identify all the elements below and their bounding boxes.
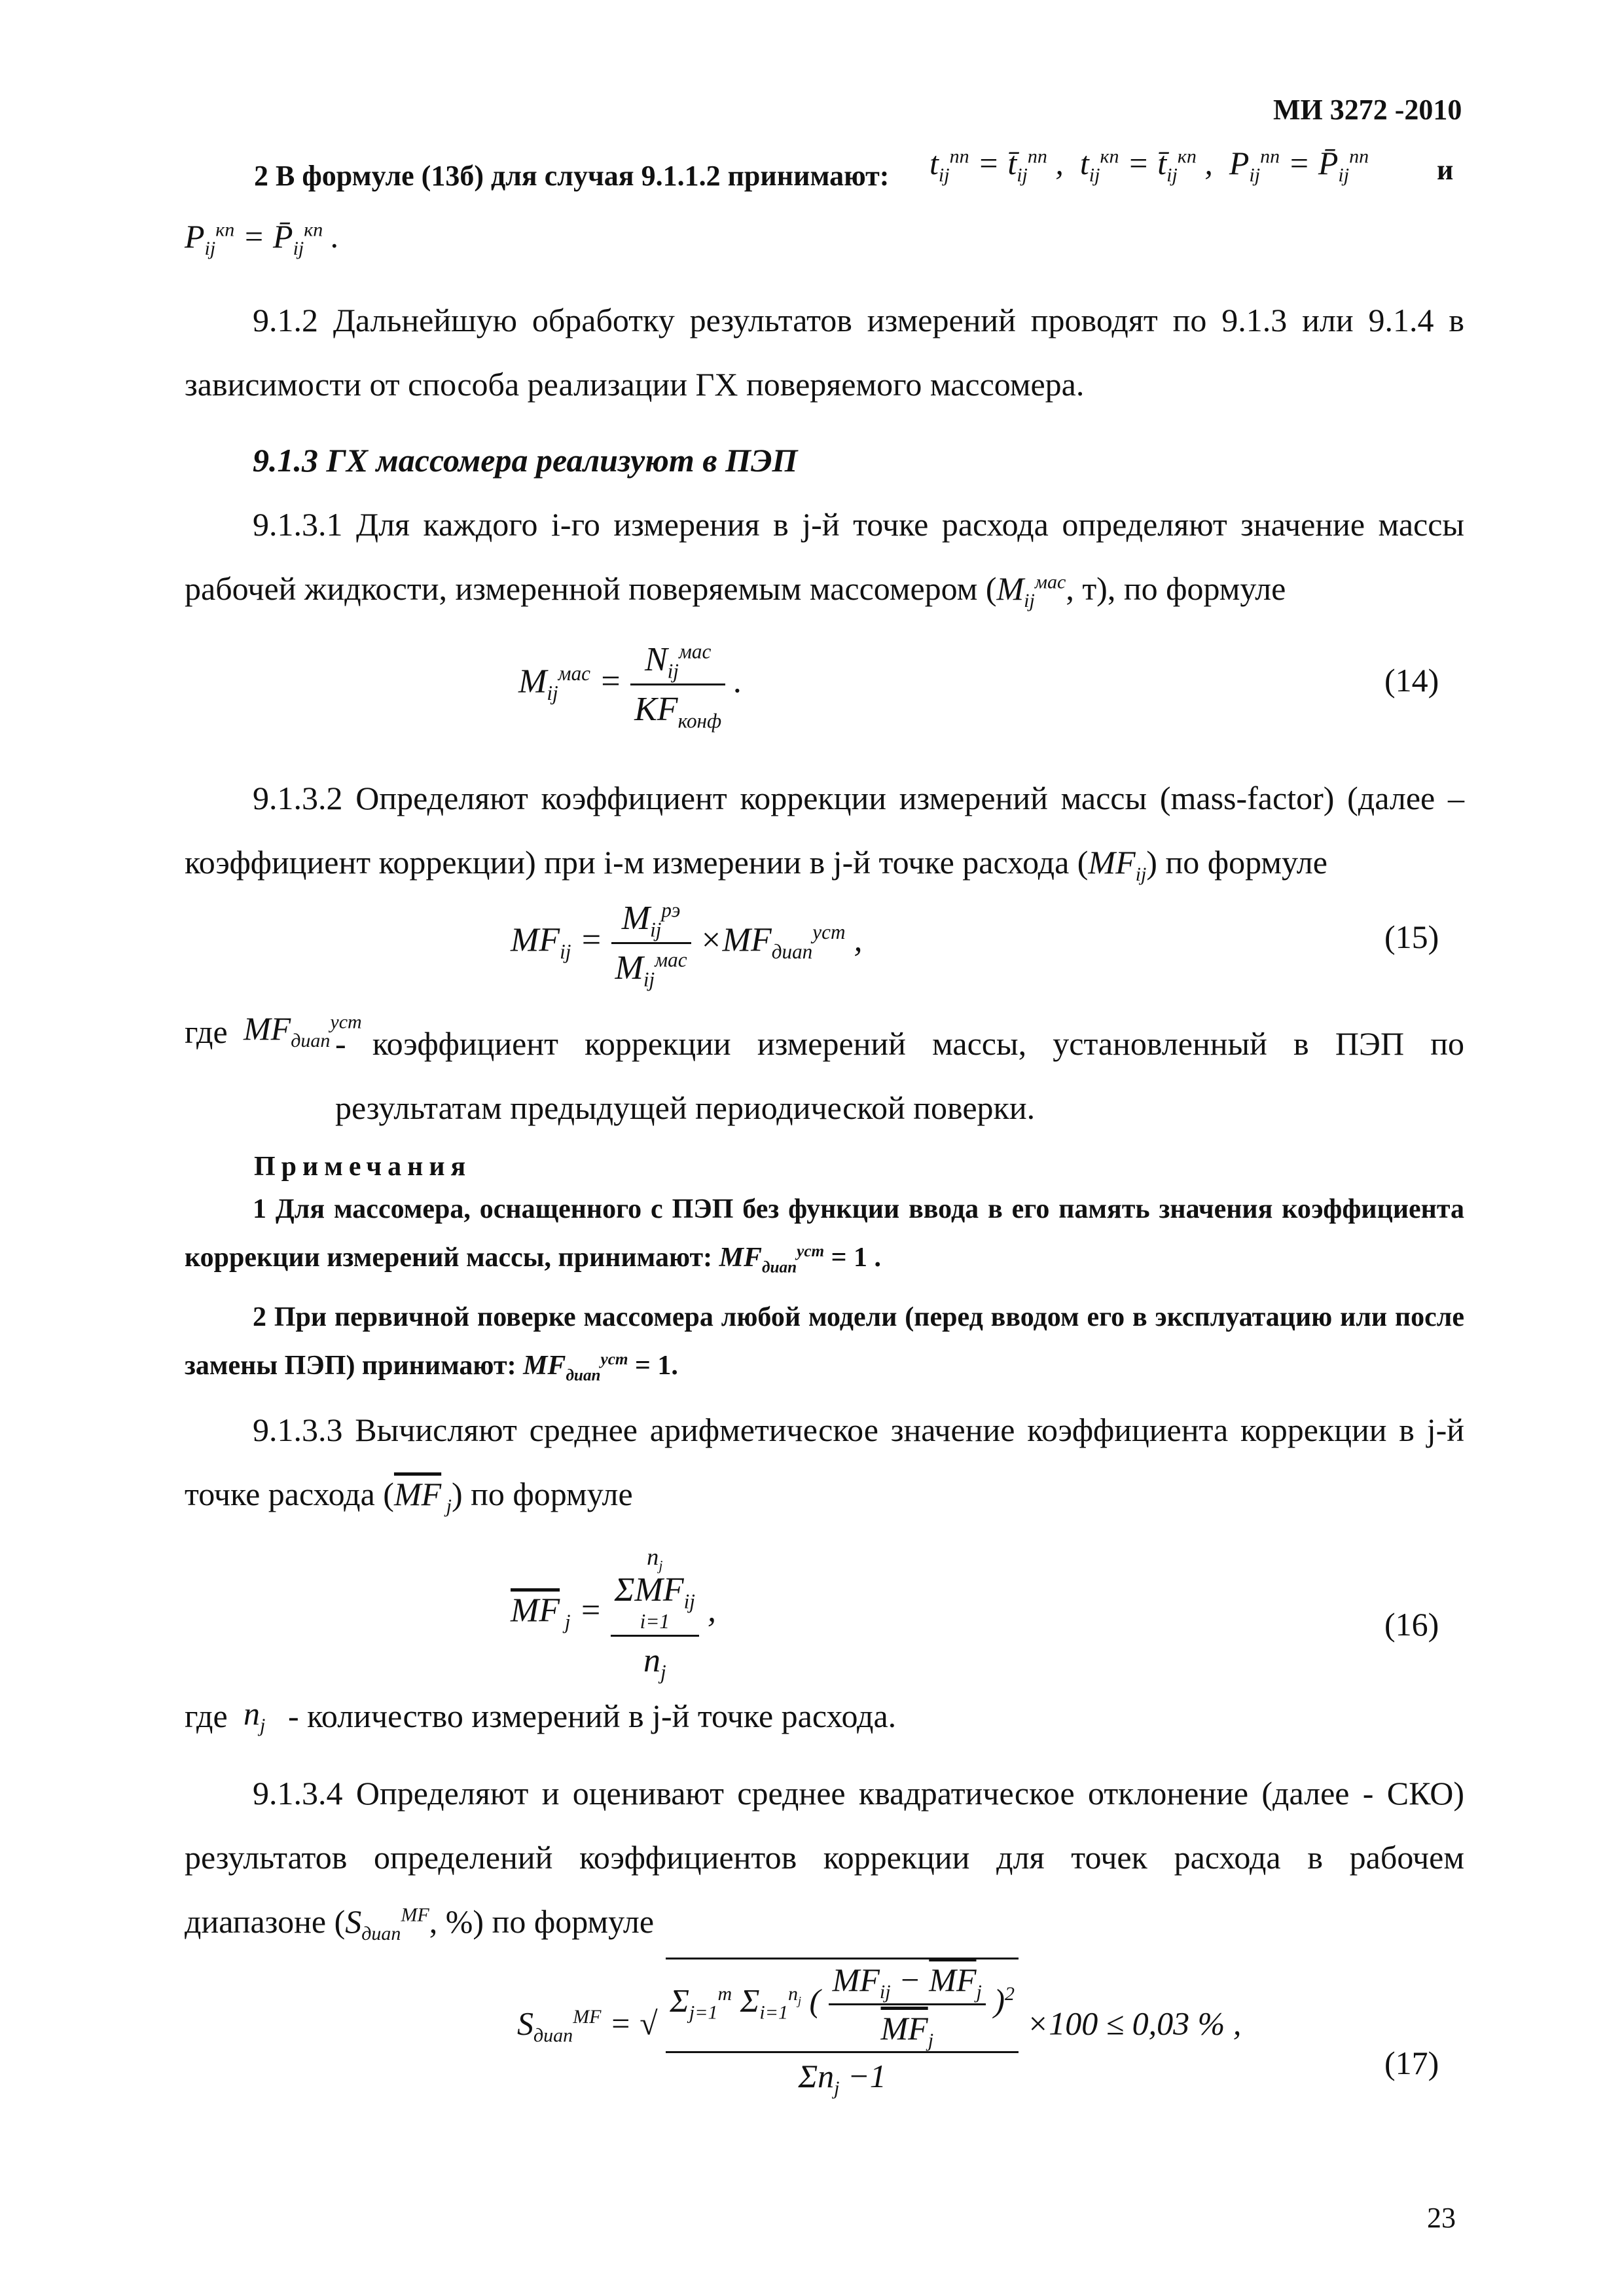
paragraph-9132-tail: ) по формуле [1146,844,1327,881]
symbol-mf-diap-ust: $MF_{диап}^{уст}$ [244,1010,362,1051]
note-2 [185,1293,1464,1390]
paragraph-9133-tail: ) по формуле [452,1476,633,1512]
note-1-text: 1 Для массомера, оснащенного с ПЭП без функции ввода в его память значения коэффициента коррекции измерений массы, принимают: [185,1194,1464,1273]
equation-15-number: (15) [1384,919,1439,955]
formula-p-equality: $P_{ij}^{кп}$ = $P̄_{ij}^{кп}$ . [185,218,340,259]
paragraph-9134-text: 9.1.3.4 Определяют и оценивают среднее квадратическое отклонение (далее - СКО) результатов определений коэффициентов коррекции для точек расхода в рабочем диапазоне ( [185,1775,1464,1940]
note-top-lead: 2 В формуле (13б) для случая 9.1.1.2 принимают: [254,160,890,192]
paragraph-9133-text: 9.1.3.3 Вычисляют среднее арифметическое значение коэффициента коррекции в j-й точке расхода ( [185,1412,1464,1512]
where-16-prefix: где [185,1698,228,1734]
note-1 [185,1185,1464,1282]
paragraph-9132-text: 9.1.3.2 Определяют коэффициент коррекции измерений массы (mass-factor) (далее – коэффициент коррекции) при i-м измерении в j-й точке расхода ( [185,780,1464,881]
paragraph-9133 [185,1398,1464,1526]
equation-15: $MF_{ij}$ = $\frac{M_{ij}^{рэ}}{M_{ij}^{мас}}$ $\times MF_{диап}^{уст}$ , [511,897,863,989]
paragraph-912: 9.1.2 Дальнейшую обработку результатов измерений проводят по 9.1.3 или 9.1.4 в зависимости от способа реализации ГХ поверяемого массомера. [185,302,1464,403]
document-code: МИ 3272 -2010 [1273,94,1462,126]
section-913-heading: 9.1.3 ГХ массомера реализуют в ПЭП [253,442,798,479]
note-2-text: 2 При первичной поверке массомера любой модели (перед вводом его в эксплуатацию или после замены ПЭП) принимают: [185,1302,1464,1381]
equation-14: $M_{ij}^{мас}$ = $\frac{N_{ij}^{мас}}{KF_{конф}}$ . [518,638,742,731]
equation-16: $\overline{MF}$ $_j$ = $n_j$ $\Sigma MF_{ij}$ i=1 $n_j$ , [511,1544,716,1683]
where-15-prefix: где [185,1013,228,1050]
equation-16-number: (16) [1384,1606,1439,1643]
note-1-symbol: $MF_{диап}^{уст}$ [719,1243,825,1277]
symbol-m-mas: $M_{ij}^{мас}$ [996,570,1066,611]
page-number: 23 [1427,2202,1456,2234]
equation-17: $S_{диап}^{MF}$ = √ $\Sigma_{j=1}^m$ $\Sigma_{i=1}^{n_j}$ ( $\frac{MF_{ij} - \overline{MF}_j}{\overline{MF}_j}$ )$^2$ $\Sigma n_j -1$ ×100 ≤ 0,03 % , [517,1958,1241,2097]
formula-t-equalities: $t_{ij}^{пп}$ = $t̄_{ij}^{пп}$ , $t_{ij}^{кп}$ = $t̄_{ij}^{кп}$ , $P_{ij}^{пп}$ = $P̄_{ij}^{пп}$ [929,145,1369,186]
paragraph-9134-tail: , %) по формуле [429,1903,655,1940]
notes-title: Примечания [254,1152,472,1182]
symbol-nj: $n_j$ [244,1695,266,1736]
equation-17-tail: ×100 ≤ 0,03 % , [1026,2005,1242,2042]
where-15-text: - коэффициент коррекции измерений массы, установленный в ПЭП по результатам предыдущей периодической поверки. [335,1025,1464,1126]
symbol-mf-bar: $\overline{MF}$ $_j$ [393,1476,452,1517]
note-1-tail: = 1 . [831,1243,882,1273]
symbol-mf: $MF_{ij}$ [1088,844,1147,885]
note-2-symbol: $MF_{диап}^{уст}$ [523,1351,628,1385]
note-top-conj: и [1437,154,1454,186]
equation-14-number: (14) [1384,662,1439,699]
symbol-s-diap: $S_{диап}^{MF}$ [345,1903,429,1944]
paragraph-9131 [185,492,1464,621]
paragraph-9132 [185,766,1464,894]
note-2-tail: = 1. [635,1351,678,1381]
paragraph-9131-text: 9.1.3.1 Для каждого i-го измерения в j-й точке расхода определяют значение массы рабочей жидкости, измеренной поверяемым массомером ( [185,506,1464,607]
equation-17-number: (17) [1384,2045,1439,2081]
paragraph-9131-unit: , т), по формуле [1066,570,1286,607]
paragraph-9134 [185,1761,1464,1954]
where-16-text: - количество измерений в j-й точке расхода. [288,1698,897,1734]
